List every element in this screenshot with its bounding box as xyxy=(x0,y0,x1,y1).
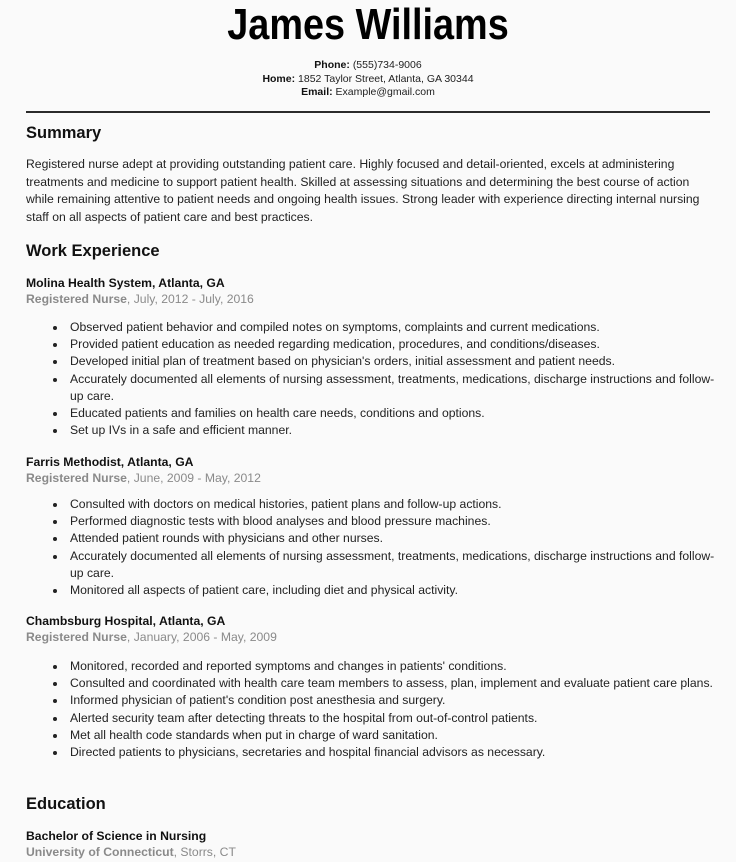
list-item xyxy=(70,548,720,582)
bullet-icon xyxy=(53,682,57,686)
contact-label: Email: xyxy=(301,86,333,98)
bullet-text: Provided patient education as needed regarding medication, procedures, and conditions/diseases. xyxy=(70,337,600,352)
job-dates: , June, 2009 - May, 2012 xyxy=(126,471,261,485)
job-title: Registered Nurse xyxy=(26,292,127,306)
list-item xyxy=(70,675,720,692)
list-item xyxy=(70,513,720,530)
bullet-text: Accurately documented all elements of nursing assessment, treatments, medications, discharge instructions and follow-up care. xyxy=(70,548,715,580)
section-heading-education: Education xyxy=(26,795,106,813)
job-organization: Farris Methodist, Atlanta, GA xyxy=(26,455,194,469)
bullet-icon xyxy=(53,751,57,755)
candidate-name: James Williams xyxy=(227,0,509,49)
summary-text: Registered nurse adept at providing outstanding patient care. Highly focused and detail-oriented, excels at administering treatments and medicine to support patient health. Skilled at assessing situations and determining the best course of action while remaining attentive to patient needs and ongoing health issues. Strong leader with experience directing internal nursing staff on all aspects of patient care and best practices. xyxy=(26,157,700,224)
bullet-text: Attended patient rounds with physicians and other nurses. xyxy=(70,531,384,546)
job-entry xyxy=(26,275,716,438)
list-item xyxy=(70,422,720,439)
section-heading-experience: Work Experience xyxy=(26,242,160,260)
address-value: 1852 Taylor Street, Atlanta, GA 30344 xyxy=(298,72,474,85)
bullet-text: Informed physician of patient's condition post anesthesia and surgery. xyxy=(70,693,446,708)
job-role xyxy=(26,291,716,307)
bullet-icon xyxy=(53,589,57,593)
bullet-icon xyxy=(53,326,57,330)
bullet-icon xyxy=(53,343,57,347)
job-title: Registered Nurse xyxy=(26,471,127,485)
email-value: Example@gmail.com xyxy=(335,86,435,98)
contact-phone xyxy=(0,59,736,73)
bullet-text: Monitored all aspects of patient care, including diet and physical activity. xyxy=(70,583,458,598)
job-entry xyxy=(26,613,716,760)
list-item xyxy=(70,496,720,513)
bullet-icon xyxy=(53,665,57,669)
list-item xyxy=(70,371,720,405)
bullet-text: Developed initial plan of treatment based on physician's orders, initial assessment and patient needs. xyxy=(70,354,615,369)
bullet-icon xyxy=(53,360,57,364)
job-dates: , July, 2012 - July, 2016 xyxy=(126,292,254,306)
bullet-icon xyxy=(53,503,57,507)
bullet-text: Met all health code standards when put in charge of ward sanitation. xyxy=(70,727,438,742)
bullet-text: Monitored, recorded and reported symptoms and changes in patients' conditions. xyxy=(70,659,507,673)
bullet-text: Educated patients and families on health care needs, conditions and options. xyxy=(70,406,485,421)
job-role xyxy=(26,629,716,645)
list-item xyxy=(70,727,720,744)
bullet-text: Alerted security team after detecting threats to the hospital from out-of-control patients. xyxy=(70,710,538,725)
contact-home xyxy=(0,73,736,87)
bullet-icon xyxy=(53,717,57,721)
job-title: Registered Nurse xyxy=(26,630,127,644)
job-organization: Chambsburg Hospital, Atlanta, GA xyxy=(26,614,226,628)
job-organization: Molina Health System, Atlanta, GA xyxy=(26,276,225,290)
bullet-icon xyxy=(53,699,57,703)
job-role xyxy=(26,470,716,486)
school-location: , Storrs, CT xyxy=(173,845,236,859)
bullet-text: Observed patient behavior and compiled notes on symptoms, complaints and current medications. xyxy=(70,320,600,334)
bullet-text: Set up IVs in a safe and efficient manner. xyxy=(70,423,292,438)
job-bullets xyxy=(70,496,720,599)
list-item xyxy=(70,405,720,422)
bullet-icon xyxy=(53,734,57,738)
job-bullets xyxy=(70,658,720,761)
education-entry xyxy=(26,828,236,860)
bullet-icon xyxy=(53,537,57,541)
bullet-text: Consulted and coordinated with health care team members to assess, plan, implement and evaluate patient care plans. xyxy=(70,676,713,691)
list-item xyxy=(70,710,720,727)
list-item xyxy=(70,336,720,353)
list-item xyxy=(70,744,720,761)
list-item xyxy=(70,530,720,547)
contact-email xyxy=(0,86,736,100)
job-entry xyxy=(26,454,716,598)
list-item xyxy=(70,658,720,675)
bullet-text: Performed diagnostic tests with blood analyses and blood pressure machines. xyxy=(70,514,491,529)
job-bullets xyxy=(70,319,720,439)
contact-block xyxy=(0,59,736,100)
header-divider xyxy=(26,111,710,113)
bullet-text: Accurately documented all elements of nursing assessment, treatments, medications, discharge instructions and follow-up care. xyxy=(70,371,715,403)
bullet-text: Consulted with doctors on medical histories, patient plans and follow-up actions. xyxy=(70,497,502,511)
bullet-text: Directed patients to physicians, secretaries and hospital financial advisors as necessary. xyxy=(70,745,546,760)
bullet-icon xyxy=(53,412,57,416)
bullet-icon xyxy=(53,555,57,559)
job-dates: , January, 2006 - May, 2009 xyxy=(126,630,277,644)
list-item xyxy=(70,692,720,709)
contact-label: Phone: xyxy=(314,59,350,71)
bullet-icon xyxy=(53,429,57,433)
degree-name: Bachelor of Science in Nursing xyxy=(26,829,207,843)
phone-value: (555)734-9006 xyxy=(352,59,422,71)
bullet-icon xyxy=(53,378,57,382)
bullet-icon xyxy=(53,520,57,524)
school-line xyxy=(26,844,236,860)
section-heading-summary: Summary xyxy=(26,124,102,142)
school-name: University of Connecticut xyxy=(26,845,174,859)
list-item xyxy=(70,353,720,370)
list-item xyxy=(70,582,720,599)
contact-label: Home: xyxy=(262,72,296,85)
list-item xyxy=(70,319,720,336)
